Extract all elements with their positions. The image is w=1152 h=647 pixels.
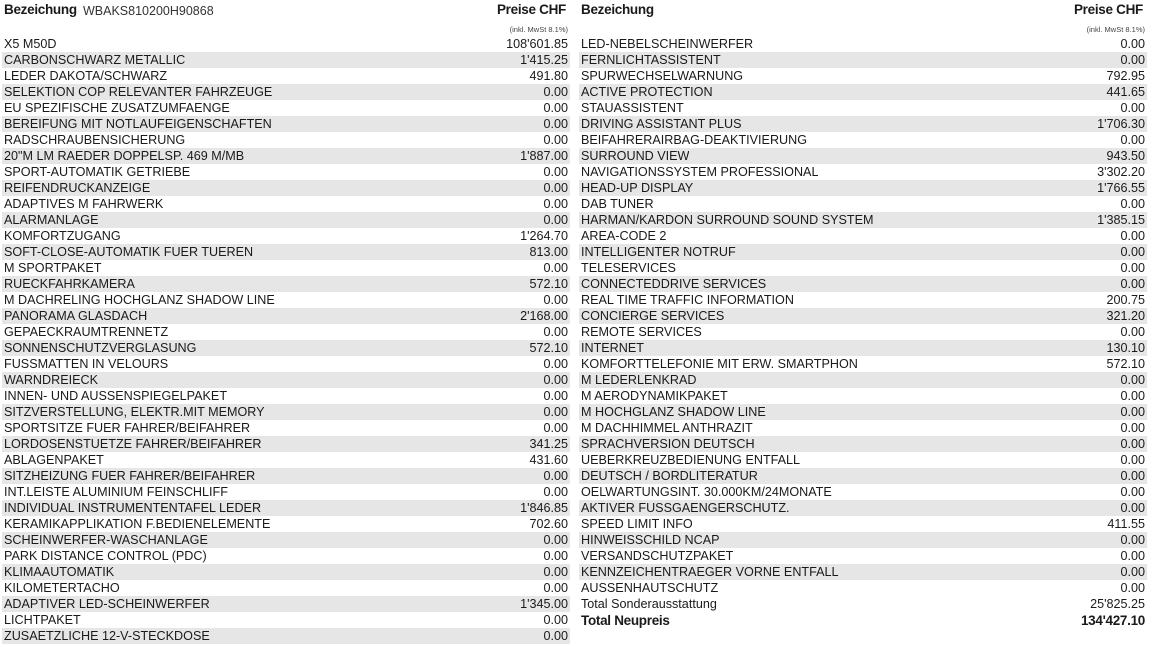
price-header: Preise CHF [496, 2, 566, 17]
item-price: 0.00 [1120, 245, 1145, 259]
item-name: ACTIVE PROTECTION [581, 85, 713, 99]
item-name: NAVIGATIONSSYSTEM PROFESSIONAL [581, 165, 819, 179]
vat-note-row [579, 24, 1147, 36]
table-row [579, 500, 1147, 516]
table-row [2, 164, 570, 180]
item-name: HINWEISSCHILD NCAP [581, 533, 720, 547]
item-name: INT.LEISTE ALUMINIUM FEINSCHLIFF [4, 485, 228, 499]
table-row [579, 132, 1147, 148]
table-row [579, 52, 1147, 68]
item-price: 0.00 [543, 389, 568, 403]
item-name: OELWARTUNGSINT. 30.000KM/24MONATE [581, 485, 832, 499]
item-name: INTELLIGENTER NOTRUF [581, 245, 736, 259]
table-row [579, 420, 1147, 436]
item-name: ZUSAETZLICHE 12-V-STECKDOSE [4, 629, 210, 643]
table-row [579, 308, 1147, 324]
item-name: LEDER DAKOTA/SCHWARZ [4, 69, 168, 83]
item-name: KERAMIKAPPLIKATION F.BEDIENELEMENTE [4, 517, 271, 531]
item-price: 1'766.55 [1097, 181, 1145, 195]
left-column [2, 0, 570, 644]
total-new-price-value: 134'427.10 [1080, 613, 1145, 628]
table-row [579, 580, 1147, 596]
item-price: 0.00 [1120, 389, 1145, 403]
table-row [2, 564, 570, 580]
table-row [579, 292, 1147, 308]
item-name: SPORTSITZE FUER FAHRER/BEIFAHRER [4, 421, 251, 435]
table-row [2, 340, 570, 356]
table-row [2, 628, 570, 644]
item-price: 0.00 [543, 581, 568, 595]
table-row [579, 180, 1147, 196]
table-row [2, 532, 570, 548]
item-price: 0.00 [543, 261, 568, 275]
item-name: UEBERKREUZBEDIENUNG ENTFALL [581, 453, 801, 467]
table-row [579, 404, 1147, 420]
table-row [2, 484, 570, 500]
item-name: LED-NEBELSCHEINWERFER [581, 37, 754, 51]
item-name: SURROUND VIEW [581, 149, 690, 163]
item-price: 0.00 [543, 133, 568, 147]
item-price: 200.75 [1106, 293, 1145, 307]
table-row [579, 196, 1147, 212]
table-row [579, 228, 1147, 244]
item-price: 1'415.25 [520, 53, 568, 67]
item-price: 0.00 [543, 405, 568, 419]
item-price: 0.00 [1120, 197, 1145, 211]
item-name: FUSSMATTEN IN VELOURS [4, 357, 169, 371]
item-price: 0.00 [543, 181, 568, 195]
vat-note: (inkl. MwSt 8.1%) [1086, 25, 1145, 34]
item-price: 0.00 [1120, 373, 1145, 387]
item-price: 572.10 [529, 341, 568, 355]
table-row [2, 372, 570, 388]
item-price: 0.00 [1120, 437, 1145, 451]
table-row [2, 388, 570, 404]
right-header [579, 0, 1147, 24]
table-row [579, 564, 1147, 580]
item-name: SCHEINWERFER-WASCHANLAGE [4, 533, 208, 547]
item-name: KILOMETERTACHO [4, 581, 120, 595]
item-name: LICHTPAKET [4, 613, 81, 627]
table-row [2, 276, 570, 292]
item-name: SPRACHVERSION DEUTSCH [581, 437, 755, 451]
table-row [2, 452, 570, 468]
item-price: 943.50 [1106, 149, 1145, 163]
item-name: CONCIERGE SERVICES [581, 309, 725, 323]
item-price: 341.25 [529, 437, 568, 451]
item-name: INDIVIDUAL INSTRUMENTENTAFEL LEDER [4, 501, 262, 515]
item-price: 0.00 [543, 629, 568, 643]
item-name: SONNENSCHUTZVERGLASUNG [4, 341, 197, 355]
table-row [2, 148, 570, 164]
item-price: 0.00 [1120, 101, 1145, 115]
item-price: 0.00 [543, 101, 568, 115]
item-name: KOMFORTZUGANG [4, 229, 121, 243]
table-row [2, 324, 570, 340]
vat-note: (inkl. MwSt 8.1%) [509, 25, 568, 34]
item-price: 0.00 [1120, 485, 1145, 499]
table-row [2, 420, 570, 436]
item-name: CARBONSCHWARZ METALLIC [4, 53, 186, 67]
item-name: SOFT-CLOSE-AUTOMATIK FUER TUEREN [4, 245, 254, 259]
item-name: REIFENDRUCKANZEIGE [4, 181, 151, 195]
table-row [2, 580, 570, 596]
vin-number: WBAKS810200H90868 [83, 4, 214, 18]
total-options-value: 25'825.25 [1090, 597, 1145, 611]
table-row [2, 468, 570, 484]
table-row [2, 36, 570, 52]
table-row [2, 180, 570, 196]
item-name: X5 M50D [4, 37, 57, 51]
table-row [579, 388, 1147, 404]
item-name: SPORT-AUTOMATIK GETRIEBE [4, 165, 191, 179]
item-price: 0.00 [543, 469, 568, 483]
item-price: 0.00 [1120, 229, 1145, 243]
item-name: M LEDERLENKRAD [581, 373, 697, 387]
table-row [579, 516, 1147, 532]
item-name: VERSANDSCHUTZPAKET [581, 549, 734, 563]
item-price: 0.00 [1120, 581, 1145, 595]
right-column [579, 0, 1147, 629]
table-row [579, 276, 1147, 292]
table-row [579, 452, 1147, 468]
item-name: M SPORTPAKET [4, 261, 102, 275]
table-row [579, 468, 1147, 484]
table-row [579, 548, 1147, 564]
table-row [2, 356, 570, 372]
table-row [579, 36, 1147, 52]
item-name: TELESERVICES [581, 261, 676, 275]
item-name: SPEED LIMIT INFO [581, 517, 693, 531]
item-price: 0.00 [543, 165, 568, 179]
item-price: 0.00 [543, 293, 568, 307]
table-row [2, 196, 570, 212]
item-price: 0.00 [543, 421, 568, 435]
table-row [2, 516, 570, 532]
item-name: HARMAN/KARDON SURROUND SOUND SYSTEM [581, 213, 874, 227]
item-name: BEREIFUNG MIT NOTLAUFEIGENSCHAFTEN [4, 117, 272, 131]
item-name: KLIMAAUTOMATIK [4, 565, 115, 579]
table-row [2, 244, 570, 260]
item-name: RUECKFAHRKAMERA [4, 277, 135, 291]
table-row [2, 612, 570, 628]
item-price: 0.00 [543, 565, 568, 579]
item-name: ADAPTIVES M FAHRWERK [4, 197, 164, 211]
item-price: 0.00 [1120, 133, 1145, 147]
item-price: 0.00 [1120, 469, 1145, 483]
item-name: FERNLICHTASSISTENT [581, 53, 721, 67]
table-row [2, 116, 570, 132]
table-row [2, 292, 570, 308]
table-row [579, 340, 1147, 356]
table-row [579, 260, 1147, 276]
item-price: 0.00 [543, 85, 568, 99]
table-row [579, 148, 1147, 164]
table-row [579, 84, 1147, 100]
item-name: HEAD-UP DISPLAY [581, 181, 694, 195]
item-name: SPURWECHSELWARNUNG [581, 69, 744, 83]
table-row [2, 548, 570, 564]
item-price: 0.00 [1120, 325, 1145, 339]
table-row [2, 68, 570, 84]
item-price: 572.10 [1106, 357, 1145, 371]
table-row [2, 436, 570, 452]
item-price: 1'887.00 [520, 149, 568, 163]
table-row [2, 132, 570, 148]
item-name: PARK DISTANCE CONTROL (PDC) [4, 549, 207, 563]
left-header [2, 0, 570, 24]
item-name: SITZVERSTELLUNG, ELEKTR.MIT MEMORY [4, 405, 265, 419]
table-row [2, 260, 570, 276]
item-name: GEPAECKRAUMTRENNETZ [4, 325, 169, 339]
item-price: 0.00 [1120, 277, 1145, 291]
table-row [579, 436, 1147, 452]
item-price: 431.60 [529, 453, 568, 467]
item-name: KOMFORTTELEFONIE MIT ERW. SMARTPHON [581, 357, 858, 371]
item-name: 20"M LM RAEDER DOPPELSP. 469 M/MB [4, 149, 245, 163]
item-name: AUSSENHAUTSCHUTZ [581, 581, 719, 595]
item-name: SITZHEIZUNG FUER FAHRER/BEIFAHRER [4, 469, 256, 483]
vat-note-row [2, 24, 570, 36]
item-name: ABLAGENPAKET [4, 453, 104, 467]
item-name: INTERNET [581, 341, 644, 355]
item-price: 2'168.00 [520, 309, 568, 323]
designation-header: Bezeichung [4, 2, 77, 17]
table-row [2, 52, 570, 68]
item-name: REMOTE SERVICES [581, 325, 702, 339]
total-options-label: Total Sonderausstattung [581, 597, 717, 611]
item-price: 0.00 [543, 485, 568, 499]
item-name: LORDOSENSTUETZE FAHRER/BEIFAHRER [4, 437, 262, 451]
total-new-price-row [579, 612, 1147, 629]
item-price: 1'345.00 [520, 597, 568, 611]
total-new-price-label: Total Neupreis [581, 613, 670, 628]
item-name: EU SPEZIFISCHE ZUSATZUMFAENGE [4, 101, 230, 115]
table-row [579, 484, 1147, 500]
item-name: PANORAMA GLASDACH [4, 309, 148, 323]
table-row [579, 324, 1147, 340]
item-price: 491.80 [529, 69, 568, 83]
item-name: M DACHHIMMEL ANTHRAZIT [581, 421, 753, 435]
table-row [2, 404, 570, 420]
designation-header: Bezeichung [581, 2, 654, 17]
item-price: 0.00 [1120, 533, 1145, 547]
item-name: M AERODYNAMIKPAKET [581, 389, 728, 403]
left-item-list [2, 36, 570, 644]
item-price: 0.00 [543, 549, 568, 563]
item-name: M DACHRELING HOCHGLANZ SHADOW LINE [4, 293, 275, 307]
item-price: 0.00 [543, 213, 568, 227]
item-price: 792.95 [1106, 69, 1145, 83]
item-price: 1'846.85 [520, 501, 568, 515]
table-row [579, 356, 1147, 372]
total-options-row [579, 596, 1147, 612]
table-row [2, 84, 570, 100]
item-price: 0.00 [1120, 453, 1145, 467]
item-price: 572.10 [529, 277, 568, 291]
item-name: AKTIVER FUSSGAENGERSCHUTZ. [581, 501, 790, 515]
table-row [579, 244, 1147, 260]
item-name: ALARMANLAGE [4, 213, 99, 227]
item-price: 0.00 [1120, 421, 1145, 435]
item-name: AREA-CODE 2 [581, 229, 667, 243]
item-price: 0.00 [543, 325, 568, 339]
item-price: 0.00 [1120, 549, 1145, 563]
table-row [2, 500, 570, 516]
item-name: ADAPTIVER LED-SCHEINWERFER [4, 597, 210, 611]
item-price: 108'601.85 [506, 37, 568, 51]
item-name: DRIVING ASSISTANT PLUS [581, 117, 742, 131]
table-row [579, 372, 1147, 388]
item-name: M HOCHGLANZ SHADOW LINE [581, 405, 766, 419]
item-price: 0.00 [543, 533, 568, 547]
table-row [579, 164, 1147, 180]
item-price: 1'706.30 [1097, 117, 1145, 131]
table-row [579, 116, 1147, 132]
item-name: INNEN- UND AUSSENSPIEGELPAKET [4, 389, 228, 403]
table-row [579, 68, 1147, 84]
item-price: 1'385.15 [1097, 213, 1145, 227]
item-price: 0.00 [1120, 501, 1145, 515]
item-price: 813.00 [529, 245, 568, 259]
item-price: 0.00 [543, 117, 568, 131]
table-row [2, 100, 570, 116]
table-row [2, 596, 570, 612]
item-name: WARNDREIECK [4, 373, 98, 387]
item-price: 0.00 [1120, 53, 1145, 67]
item-name: REAL TIME TRAFFIC INFORMATION [581, 293, 794, 307]
item-name: SELEKTION COP RELEVANTER FAHRZEUGE [4, 85, 273, 99]
price-header: Preise CHF [1073, 2, 1143, 17]
table-row [2, 228, 570, 244]
item-name: DAB TUNER [581, 197, 654, 211]
table-row [579, 212, 1147, 228]
item-price: 0.00 [543, 197, 568, 211]
item-price: 0.00 [1120, 37, 1145, 51]
item-price: 130.10 [1106, 341, 1145, 355]
table-row [579, 532, 1147, 548]
item-name: DEUTSCH / BORDLITERATUR [581, 469, 758, 483]
item-price: 0.00 [543, 613, 568, 627]
item-name: BEIFAHRERAIRBAG-DEAKTIVIERUNG [581, 133, 808, 147]
item-name: KENNZEICHENTRAEGER VORNE ENTFALL [581, 565, 839, 579]
item-name: STAUASSISTENT [581, 101, 684, 115]
item-price: 0.00 [1120, 405, 1145, 419]
item-price: 702.60 [529, 517, 568, 531]
item-price: 3'302.20 [1097, 165, 1145, 179]
table-row [579, 100, 1147, 116]
item-price: 441.65 [1106, 85, 1145, 99]
item-name: RADSCHRAUBENSICHERUNG [4, 133, 186, 147]
item-price: 0.00 [1120, 261, 1145, 275]
table-row [2, 212, 570, 228]
item-price: 411.55 [1107, 517, 1145, 531]
item-price: 321.20 [1106, 309, 1145, 323]
item-price: 0.00 [543, 357, 568, 371]
item-name: CONNECTEDDRIVE SERVICES [581, 277, 767, 291]
item-price: 0.00 [1120, 565, 1145, 579]
item-price: 0.00 [543, 373, 568, 387]
right-item-list [579, 36, 1147, 596]
table-row [2, 308, 570, 324]
item-price: 1'264.70 [520, 229, 568, 243]
